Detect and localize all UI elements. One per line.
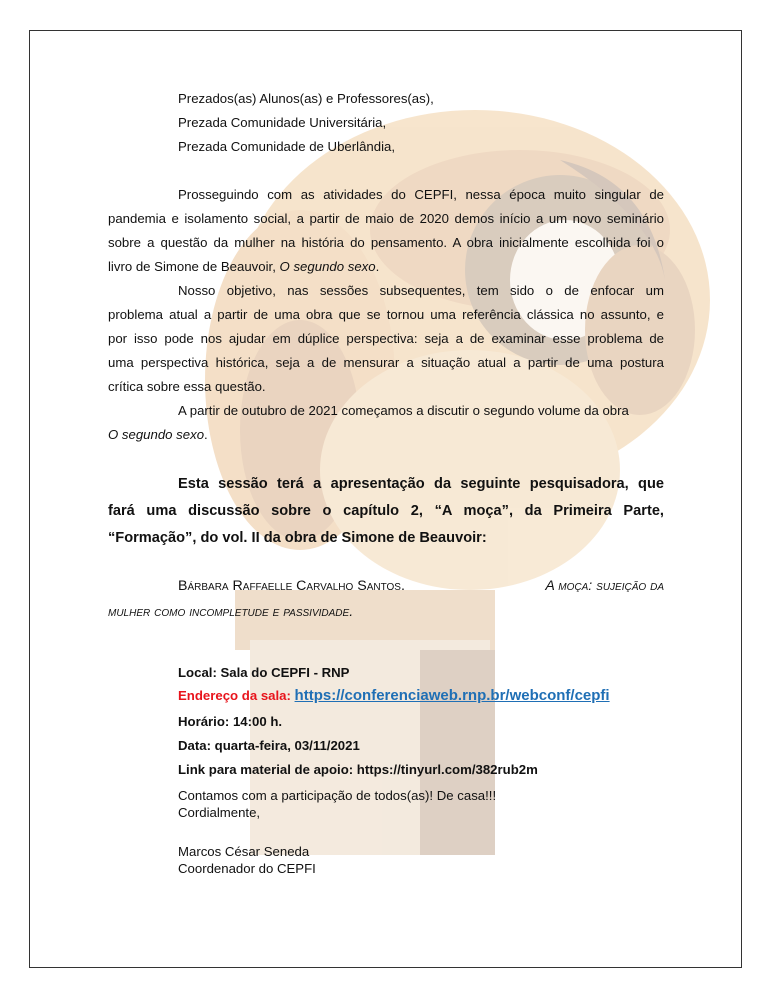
support-link-line[interactable]: Link para material de apoio: https://tinyurl.com/382rub2m [178,762,538,777]
address-line [178,688,610,704]
paragraph-line: Nosso objetivo, nas sessões subsequentes, tem sido o de enfocar um [178,283,664,298]
paragraph-line: sobre a questão da mulher na história do pensamento. A obra inicialmente escolhida foi o [108,235,664,250]
time-line: Horário: 14:00 h. [178,714,283,729]
closing-line: Contamos com a participação de todos(as)! De casa!!! [178,788,497,803]
session-intro-line: “Formação”, do vol. II da obra de Simone de Beauvoir: [108,530,487,546]
greeting-line: Prezados(as) Alunos(as) e Professores(as), [178,91,434,106]
presentation-heading [178,578,664,594]
paragraph-line: Prosseguindo com as atividades do CEPFI, nessa época muito singular de [178,187,664,202]
paragraph-line: problema atual a partir de uma obra que se tornou uma referência clássica no assunto, e [108,307,664,322]
paragraph-line: uma perspectiva histórica, seja a de mensurar a situação atual a partir de uma postura [108,355,664,370]
greeting-line: Prezada Comunidade Universitária, [178,115,387,130]
signature-name: Marcos César Seneda [178,844,310,859]
address-label: Endereço da sala: [178,688,291,703]
paragraph-line [108,427,208,443]
text-span: livro de Simone de Beauvoir, [108,259,280,274]
paragraph-line: crítica sobre essa questão. [108,379,266,394]
paragraph-line: A partir de outubro de 2021 começamos a discutir o segundo volume da obra [178,403,629,418]
paragraph-line: pandemia e isolamento social, a partir de maio de 2020 demos início a um novo seminário [108,211,664,226]
book-title: O segundo sexo [279,259,376,274]
presentation-title: A moça: sujeição da [545,578,664,594]
date-line: Data: quarta-feira, 03/11/2021 [178,738,360,753]
paragraph-line: por isso pode nos ajudar em dúplice perspectiva: seja a de examinar esse problema de [108,331,664,346]
closing-line: Cordialmente, [178,805,261,820]
greeting-line: Prezada Comunidade de Uberlândia, [178,139,396,154]
text-span: . [349,604,354,620]
signature-role: Coordenador do CEPFI [178,861,316,876]
paragraph-line [108,259,379,275]
presenter-name: Bárbara Raffaelle Carvalho Santos. [178,578,405,594]
book-title: O segundo sexo [108,427,205,442]
presentation-title-cont [108,604,353,620]
presentation-title: mulher como incompletude e passividade [108,604,350,620]
room-link[interactable]: https://conferenciaweb.rnp.br/webconf/cepfi [294,687,610,704]
location-line: Local: Sala do CEPFI - RNP [178,665,350,680]
session-intro-line: Esta sessão terá a apresentação da seguinte pesquisadora, que [178,476,664,492]
text-span: . [204,427,208,442]
text-span: . [375,259,380,274]
session-intro-line: fará uma discussão sobre o capítulo 2, “A moça”, da Primeira Parte, [108,503,664,519]
